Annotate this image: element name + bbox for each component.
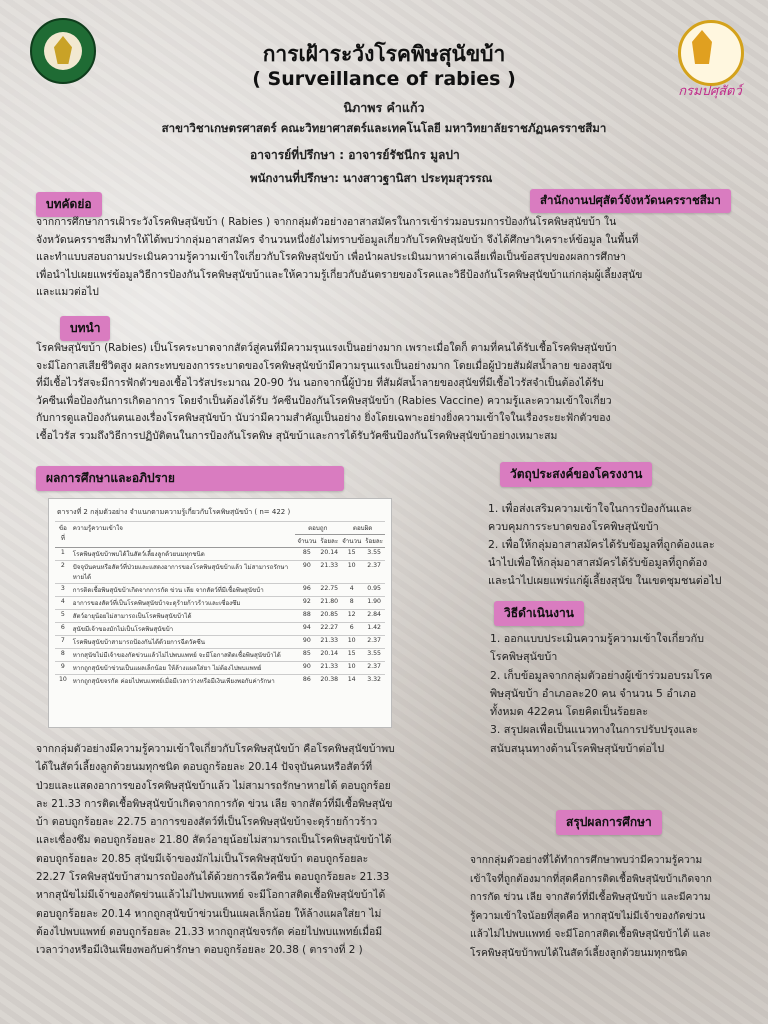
abstract-heading: บทคัดย่อ (36, 192, 102, 217)
row-wrong-count: 14 (340, 675, 363, 688)
author-name: นิภาพร คำแก้ว (343, 100, 425, 115)
results-line: เวลาว่างหรือมีเงินเพียงพอกับค่ารักษา ตอบถูกร้อยละ 20.38 ( ตารางที่ 2 ) (36, 944, 363, 957)
objectives-heading: วัตถุประสงค์ของโครงงาน (500, 462, 652, 487)
intro-line: วัคซีนเพื่อป้องกันการเกิดอาการ โดยจำเป็นต้องได้รับ วัคซีนป้องกันโรคพิษสุนัขบ้า (Rabies Vaccine) ความรู้และความเข้าใจเกี่ยว (36, 394, 612, 407)
methods-line: พิษสุนัขบ้า อำเภอละ20 คน จำนวน 5 อำเภอ (490, 686, 697, 700)
conclusion-heading: สรุปผลการศึกษา (556, 810, 662, 835)
intro-line: โรคพิษสุนัขบ้า (Rabies) เป็นโรคระบาดจากสัตว์สู่คนที่มีความรุนแรงเป็นอย่างมาก เพราะเมื่อใดก็ ตามที่คนได้รับเชื้อโรคพิษสุนัขบ้า (36, 342, 617, 354)
table-header-wrong: ตอบผิด (340, 522, 385, 535)
results-line: ได้ในสัตว์เลี้ยงลูกด้วยนมทุกชนิด ตอบถูกร้อยละ 20.14 ปัจจุบันคนหรือสัตว์ที่ (36, 761, 373, 774)
table-caption: ตารางที่ 2 กลุ่มตัวอย่าง จำแนกตามความรู้เกี่ยวกับโรคพิษสุนัขบ้า ( n= 422 ) (57, 508, 291, 516)
row-wrong-percent: 3.55 (363, 649, 385, 662)
results-line: ละ 21.33 การติดเชื้อพิษสุนัขบ้าเกิดจากการกัด ข่วน เลีย จากสัตว์ที่มีเชื้อพิษสุนัข (36, 797, 393, 810)
methods-line: 1. ออกแบบประเมินความรู้ความเข้าใจเกี่ยวกับ (490, 632, 705, 645)
objectives-line: 1. เพื่อส่งเสริมความเข้าใจในการป้องกันและ (488, 502, 693, 515)
conclusion-line: จากกลุ่มตัวอย่างที่ได้ทำการศึกษาพบว่ามีความรู้ความ (470, 855, 703, 866)
row-wrong-percent: 2.37 (363, 662, 385, 675)
table-header-percent: ร้อยละ (318, 535, 340, 548)
table-row (55, 649, 385, 662)
results-line: และเซื่องซึม ตอบถูกร้อยละ 21.80 สัตว์อายุน้อยไม่สามารถเป็นโรคพิษสุนัขบ้าได้ (36, 834, 392, 847)
row-correct-count: 90 (295, 662, 318, 675)
table-row (55, 561, 385, 584)
row-correct-count: 90 (295, 561, 318, 584)
table-header-percent: ร้อยละ (363, 535, 385, 548)
row-item: การติดเชื้อพิษสุนัขบ้าเกิดจากการกัด ข่วน เลีย จากสัตว์ที่มีเชื้อพิษสุนัขบ้า (71, 584, 296, 597)
conclusion-line: เข้าใจที่ถูกต้องมากที่สุดคือการติดเชื้อพิษสุนัขบ้าเกิดจาก (470, 873, 712, 885)
row-item: หากถูกสุนัขจรกัด ค่อยไปพบแพทย์เมื่อมีเวลาว่างหรือมีเงินเพียงพอกับค่ารักษา (71, 675, 296, 688)
row-correct-count: 90 (295, 636, 318, 649)
objectives-line: นำไปเพื่อให้กลุ่มอาสาสมัครได้รับข้อมูลที่ถูกต้อง (488, 556, 708, 569)
row-wrong-count: 8 (340, 597, 363, 610)
table-row (55, 610, 385, 623)
row-wrong-percent: 3.32 (363, 675, 385, 688)
department-logo-caption: กรมปศุสัตว์ (678, 84, 742, 99)
poster-title-thai: การเฝ้าระวังโรคพิษสุนัขบ้า (262, 42, 506, 66)
row-no: 9 (55, 662, 71, 675)
objectives-text (488, 500, 758, 590)
table-row (55, 548, 385, 561)
table-row (55, 623, 385, 636)
abstract-text (36, 214, 756, 302)
conclusion-line: การกัด ข่วน เลีย จากสัตว์ที่มีเชื้อพิษสุนัขบ้า และมีความ (470, 892, 711, 903)
methods-line: 3. สรุปผลเพื่อเป็นแนวทางในการปรับปรุงและ (490, 723, 698, 737)
methods-line: สนับสนุนทางด้านโรคพิษสุนัขบ้าต่อไป (490, 741, 665, 755)
table-header-count: จำนวน (340, 535, 363, 548)
row-wrong-count: 4 (340, 584, 363, 597)
row-no: 8 (55, 649, 71, 662)
table-row (55, 675, 385, 688)
table-header-item: ความรู้ความเข้าใจ (71, 522, 296, 548)
row-correct-count: 85 (295, 548, 318, 561)
table-row (55, 597, 385, 610)
results-line: ป่วยและแสดงอาการของโรคพิษสุนัขบ้าแล้ว ไม่สามารถรักษาหายได้ ตอบถูกร้อย (36, 779, 391, 792)
row-correct-percent: 21.33 (318, 561, 340, 584)
intro-line: เชื้อไวรัส รวมถึงวิธีการปฏิบัติตนในการป้องกันโรคพิษ สุนัขบ้าและการได้รับวัคซีนป้องกันโรคพิษสุนัขบ้าอย่างเหมาะสม (36, 429, 558, 442)
row-item: โรคพิษสุนัขบ้าสามารถป้องกันได้ด้วยการฉีดวัคซีน (71, 636, 296, 649)
row-correct-percent: 21.80 (318, 597, 340, 610)
row-wrong-count: 15 (340, 548, 363, 561)
row-item: โรคพิษสุนัขบ้าพบได้ในสัตว์เลี้ยงลูกด้วยนมทุกชนิด (71, 548, 296, 561)
results-line: ตอบถูกร้อยละ 20.14 หากถูกสุนัขบ้าข่วนเป็นแผลเล็กน้อย ให้ล้างแผลใส่ยา ไม่ (36, 907, 382, 920)
row-item: หากสุนัขไม่มีเจ้าของกัดข่วนแล้วไม่ไปพบแพทย์ จะมีโอกาสติดเชื้อพิษสุนัขบ้าได้ (71, 649, 296, 662)
row-no: 4 (55, 597, 71, 610)
row-wrong-count: 10 (340, 662, 363, 675)
advisor-name: อาจารย์ที่ปรึกษา : อาจารย์รัชนีกร มูลปา (250, 148, 460, 162)
table-row (55, 584, 385, 597)
methods-text (490, 630, 760, 758)
conclusion-line: โรคพิษสุนัขบ้าพบได้ในสัตว์เลี้ยงลูกด้วยนมทุกชนิด (470, 947, 688, 959)
row-correct-percent: 22.75 (318, 584, 340, 597)
abstract-line: จังหวัดนครราชสีมาทำให้ได้พบว่ากลุ่มอาสาสมัคร จำนวนหนึ่งยังไม่ทราบข้อมูลเกี่ยวกับโรคพิษสุนัขบ้า จึงได้ศึกษาวิเคราะห์ข้อมูล ในพื้นที่ (36, 233, 639, 246)
row-correct-percent: 20.14 (318, 649, 340, 662)
row-item: อาการของสัตว์ที่เป็นโรคพิษสุนัขบ้าจะดุร้ายก้าวร้าวและเซื่องซึม (71, 597, 296, 610)
row-no: 6 (55, 623, 71, 636)
row-wrong-count: 15 (340, 649, 363, 662)
row-correct-percent: 20.38 (318, 675, 340, 688)
intro-line: ที่มีเชื้อไวรัสจะมีการฟักตัวของเชื้อไวรัสประมาณ 20-90 วัน นอกจากนี้ผู้ป่วย ที่สัมผัสน้ำลายของสุนัขที่มีเชื้อไวรัสจำเป็นต้องได้รับ (36, 377, 604, 389)
table-header-correct: ตอบถูก (295, 522, 340, 535)
row-item: สุนัขมีเจ้าของมักไม่เป็นโรคพิษสุนัขบ้า (71, 623, 296, 636)
row-correct-percent: 20.85 (318, 610, 340, 623)
results-line: ต้องไปพบแพทย์ ตอบถูกร้อยละ 21.33 หากถูกสุนัขจรกัด ค่อยไปพบแพทย์เมื่อมี (36, 925, 383, 938)
table-row (55, 636, 385, 649)
intro-line: กับการดูแลป้องกันตนเองเรื่องโรคพิษสุนัขบ้า นับว่ามีความสำคัญเป็นอย่าง ยิ่งโดยเฉพาะอย่างยิ่งความเข้าใจในเรื่องระยะฟักตัวของ (36, 412, 611, 424)
results-text (36, 740, 446, 960)
conclusion-line: รู้ความเข้าใจน้อยที่สุดคือ หากสุนัขไม่มีเจ้าของกัดข่วน (470, 910, 706, 922)
intro-text (36, 340, 756, 445)
row-no: 2 (55, 561, 71, 584)
table-header-count: จำนวน (295, 535, 318, 548)
row-correct-percent: 21.33 (318, 636, 340, 649)
row-correct-percent: 22.27 (318, 623, 340, 636)
conclusion-text (470, 852, 760, 963)
row-no: 10 (55, 675, 71, 688)
row-correct-percent: 20.14 (318, 548, 340, 561)
results-line: ตอบถูกร้อยละ 20.85 สุนัขมีเจ้าของมักไม่เป็นโรคพิษสุนัขบ้า ตอบถูกร้อยละ (36, 852, 369, 865)
row-correct-percent: 21.33 (318, 662, 340, 675)
objectives-line: และนำไปเผยแพร่แก่ผู้เลี้ยงสุนัข ในเขตชุมชนต่อไป (488, 574, 722, 587)
row-correct-count: 86 (295, 675, 318, 688)
intro-heading: บทนำ (60, 316, 110, 341)
row-item: สัตว์อายุน้อยไม่สามารถเป็นโรคพิษสุนัขบ้าได้ (71, 610, 296, 623)
row-no: 1 (55, 548, 71, 561)
methods-line: โรคพิษสุนัขบ้า (490, 650, 558, 664)
abstract-line: จากการศึกษาการเฝ้าระวังโรคพิษสุนัขบ้า ( Rabies ) จากกลุ่มตัวอย่างอาสาสมัครในการเข้าร่วมอบรมการป้องกันโรคพิษสุนัขบ้า ใน (36, 216, 617, 228)
objectives-line: ควบคุมการระบาดของโรคพิษสุนัขบ้า (488, 520, 659, 533)
row-wrong-percent: 2.37 (363, 636, 385, 649)
intro-line: จะมีโอกาสเสียชีวิตสูง ผลกระทบของการระบาดของโรคพิษสุนัขบ้ามีความรุนแรงเป็นอย่างมาก โดยเมื่อผู้ป่วยสัมผัสน้ำลาย ของสุนัข (36, 359, 613, 372)
office-name: สำนักงานปศุสัตว์จังหวัดนครราชสีมา (530, 189, 731, 213)
row-no: 7 (55, 636, 71, 649)
row-correct-count: 92 (295, 597, 318, 610)
abstract-line: และแมวต่อไป (36, 286, 99, 298)
row-wrong-percent: 2.37 (363, 561, 385, 584)
row-wrong-count: 10 (340, 636, 363, 649)
methods-line: 2. เก็บข้อมูลจากกลุ่มตัวอย่างผู้เข้าร่วมอบรมโรค (490, 668, 713, 682)
abstract-line: และทำแบบสอบถามประเมินความรู้ความเข้าใจเกี่ยวกับโรคพิษสุนัขบ้า เพื่อนำผลประเมินมาหาค่าเฉลี่ยเพื่อเป็นข้อสรุปของผลการศึกษา (36, 251, 626, 263)
row-wrong-percent: 1.42 (363, 623, 385, 636)
results-line: 22.27 โรคพิษสุนัขบ้าสามารถป้องกันได้ด้วยการฉีดวัคซีน ตอบถูกร้อยละ 21.33 (36, 871, 390, 884)
row-item: ปัจจุบันคนหรือสัตว์ที่ป่วยและแสดงอาการของโรคพิษสุนัขบ้าแล้ว ไม่สามารถรักษาหายได้ (71, 561, 296, 584)
conclusion-line: แล้วไม่ไปพบแพทย์ จะมีโอกาสติดเชื้อพิษสุนัขบ้าได้ และ (470, 929, 711, 940)
row-wrong-count: 12 (340, 610, 363, 623)
methods-heading: วิธีดำเนินงาน (494, 601, 584, 626)
row-wrong-count: 10 (340, 561, 363, 584)
row-correct-count: 96 (295, 584, 318, 597)
row-wrong-percent: 0.95 (363, 584, 385, 597)
objectives-line: 2. เพื่อให้กลุ่มอาสาสมัครได้รับข้อมูลที่ถูกต้องและ (488, 538, 715, 551)
row-wrong-percent: 2.84 (363, 610, 385, 623)
results-line: จากกลุ่มตัวอย่างมีความรู้ความเข้าใจเกี่ยวกับโรคพิษสุนัขบ้า คือโรคพิษสุนัขบ้าพบ (36, 743, 395, 755)
row-wrong-percent: 1.90 (363, 597, 385, 610)
row-wrong-percent: 3.55 (363, 548, 385, 561)
staff-advisor-name: พนักงานที่ปรึกษา: นางสาวฐานิสา ประทุมสุวรรณ (250, 171, 493, 185)
row-wrong-count: 6 (340, 623, 363, 636)
row-no: 3 (55, 584, 71, 597)
knowledge-table-grid (55, 521, 385, 687)
row-correct-count: 94 (295, 623, 318, 636)
row-correct-count: 85 (295, 649, 318, 662)
results-line: บ้า ตอบถูกร้อยละ 22.75 อาการของสัตว์ที่เป็นโรคพิษสุนัขบ้าจะดุร้ายก้าวร้าว (36, 816, 378, 829)
department-name: สาขาวิชาเกษตรศาสตร์ คณะวิทยาศาสตร์และเทคโนโลยี มหาวิทยาลัยราชภัฏนครราชสีมา (161, 121, 607, 135)
results-heading: ผลการศึกษาและอภิปราย (36, 466, 344, 491)
row-correct-count: 88 (295, 610, 318, 623)
row-item: หากถูกสุนัขบ้าข่วนเป็นแผลเล็กน้อย ให้ล้างแผลใส่ยา ไม่ต้องไปพบแพทย์ (71, 662, 296, 675)
poster-title-english: ( Surveillance of rabies ) (252, 68, 516, 90)
methods-line: ทั้งหมด 422คน โดยคิดเป็นร้อยละ (490, 705, 649, 719)
abstract-line: เพื่อนำไปเผยแพร่ข้อมูลวิธีการป้องกันโรคพิษสุนัขบ้าและให้ความรู้เกี่ยวกับอันตรายของโรคและวิธีป้องกันโรคพิษสุนัขบ้าแก่กลุ่มผู้เลี้ยงสุนัข (36, 268, 643, 281)
results-line: หากสุนัขไม่มีเจ้าของกัดข่วนแล้วไม่ไปพบแพทย์ จะมีโอกาสติดเชื้อพิษสุนัขบ้าได้ (36, 889, 386, 902)
table-row (55, 662, 385, 675)
knowledge-table (48, 498, 392, 728)
row-no: 5 (55, 610, 71, 623)
table-header-no: ข้อที่ (55, 522, 71, 548)
